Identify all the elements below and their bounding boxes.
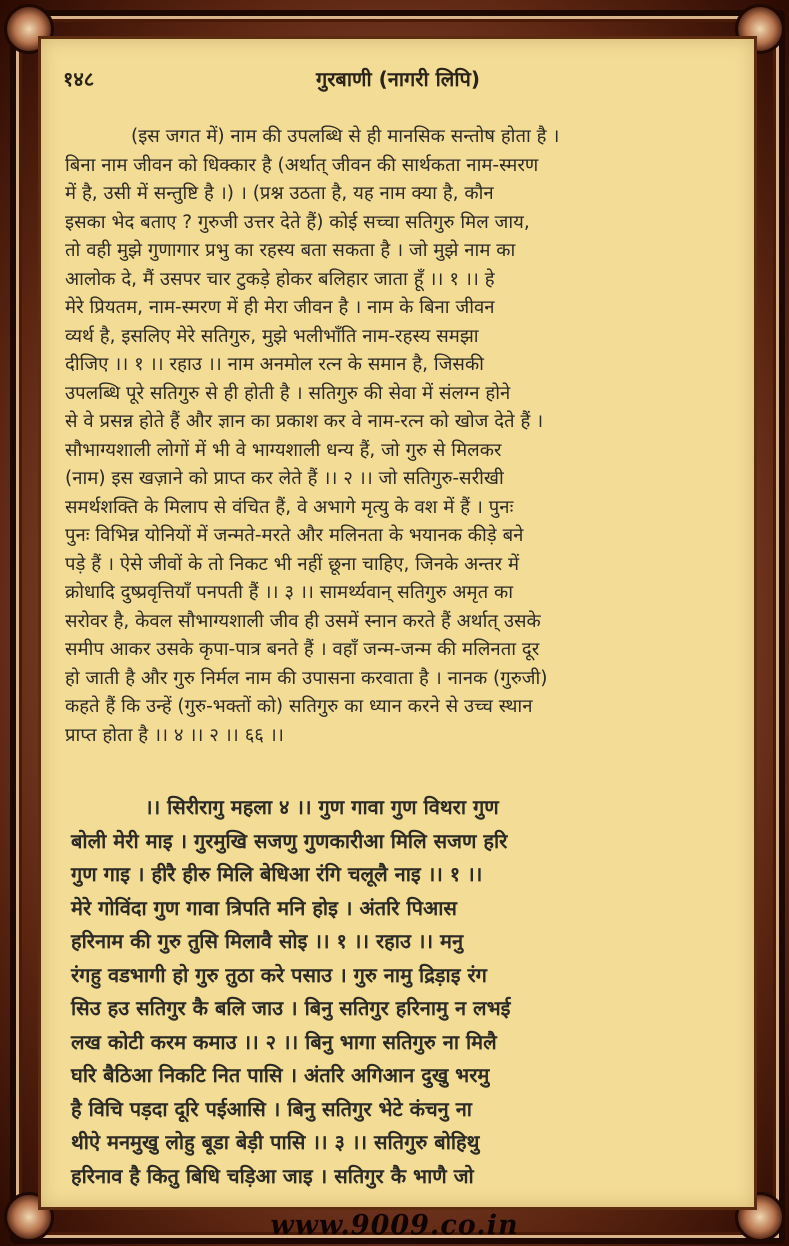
commentary-line: कहते हैं कि उन्हें (गुरु-भक्तों को) सतिगुरु का ध्यान करने से उच्च स्थान [65, 696, 533, 717]
commentary-line: मेरे प्रियतम, नाम-स्मरण में ही मेरा जीवन है । नाम के बिना जीवन [65, 297, 495, 318]
commentary-line: सौभाग्यशाली लोगों में भी वे भाग्यशाली धन्य हैं, जो गुरु से मिलकर [65, 439, 502, 461]
commentary-line: क्रोधादि दुष्प्रवृत्तियाँ पनपती हैं ।। ३ ।। सामर्थ्यवान् सतिगुरु अमृत का [65, 582, 514, 603]
scripture-page [38, 36, 757, 1210]
page-header [63, 65, 733, 97]
commentary-paragraph [65, 123, 731, 750]
commentary-line: (इस जगत में) नाम की उपलब्धि से ही मानसिक सन्तोष होता है । [131, 126, 560, 147]
verse-line: हरिनाम की गुरु तुसि मिलावै सोइ ।। १ ।। रहाउ ।। मनु [71, 929, 464, 953]
commentary-line: बिना नाम जीवन को धिक्कार है (अर्थात् जीवन की सार्थकता नाम-स्मरण [65, 154, 539, 176]
commentary-line: समर्थशक्ति के मिलाप से वंचित हैं, वे अभागे मृत्यु के वश में हैं । पुनः [65, 496, 514, 518]
verse-line: रंगहु वडभागी हो गुरु तुठा करे पसाउ । गुरु नामु द्रिड़ाइ रंग [71, 962, 487, 987]
commentary-line: तो वही मुझे गुणागार प्रभु का रहस्य बता सकता है । जो मुझे नाम का [65, 240, 516, 261]
commentary-line: पुनः विभिन्न योनियों में जन्मते-मरते और मलिनता के भयानक कीड़े बने [65, 525, 524, 546]
commentary-line: प्राप्त होता है ।। ४ ।। २ ।। ६६ ।। [65, 724, 284, 746]
commentary-line: पड़े हैं । ऐसे जीवों के तो निकट भी नहीं छूना चाहिए, जिनके अन्तर में [65, 553, 520, 575]
commentary-line: उपलब्धि पूरे सतिगुरु से ही होती है । सतिगुरु की सेवा में संलग्न होने [65, 382, 511, 404]
verse-line: सिउ हउ सतिगुर कै बलि जाउ । बिनु सतिगुर हरिनामु न लभई [71, 996, 511, 1020]
commentary-line: व्यर्थ है, इसलिए मेरे सतिगुरु, मुझे भलीभाँति नाम-रहस्य समझा [65, 325, 479, 347]
verse-line: गुण गाइ । हीरै हीरु मिलि बेधिआ रंगि चलूलै नाइ ।। १ ।। [71, 862, 483, 886]
commentary-line: सरोवर है, केवल सौभाग्यशाली जीव ही उसमें स्नान करते हैं अर्थात् उसके [65, 610, 541, 632]
commentary-line: से वे प्रसन्न होते हैं और ज्ञान का प्रकाश कर वे नाम-रत्न को खोज देते हैं । [65, 411, 544, 432]
verse-line: बोली मेरी माइ । गुरमुखि सजणु गुणकारीआ मिलि सजण हरि [71, 828, 508, 853]
page-number: १४८ [63, 67, 95, 91]
commentary-line: इसका भेद बताए ? गुरुजी उत्तर देते हैं) कोई सच्चा सतिगुरु मिल जाय, [65, 211, 530, 233]
running-title: गुरबाणी (नागरी लिपि) [315, 67, 481, 91]
verse-line: है विचि पड़दा दूरि पईआसि । बिनु सतिगुर भेटे कंचनु ना [71, 1096, 472, 1121]
verse-line: लख कोटी करम कमाउ ।। २ ।। बिनु भागा सतिगुरु ना मिलै [71, 1029, 497, 1054]
verse-line: हरिनाव है कितु बिधि चड़िआ जाइ । सतिगुर कै भाणै जो [71, 1163, 474, 1188]
commentary-line: समीप आकर उसके कृपा-पात्र बनते हैं । वहाँ जन्म-जन्म की मलिनता दूर [65, 639, 540, 660]
commentary-line: में है, उसी में सन्तुष्टि है ।) । (प्रश्न उठता है, यह नाम क्या है, कौन [65, 183, 494, 204]
website-watermark: www.9009.co.in [270, 1210, 519, 1241]
commentary-line: दीजिए ।। १ ।। रहाउ ।। नाम अनमोल रत्न के समान है, जिसकी [65, 354, 484, 375]
commentary-line: हो जाती है और गुरु निर्मल नाम की उपासना करवाता है । नानक (गुरुजी) [65, 667, 548, 689]
verse-line: ।। सिरीरागु महला ४ ।। गुण गावा गुण विथरा गुण [145, 795, 499, 819]
verse-paragraph [71, 791, 731, 1193]
commentary-line: आलोक दे, मैं उसपर चार टुकड़े होकर बलिहार जाता हूँ ।। १ ।। हे [65, 268, 495, 290]
verse-line: घरि बैठिआ निकटि नित पासि । अंतरि अगिआन दुखु भरमु [71, 1063, 490, 1087]
commentary-line: (नाम) इस खज़ाने को प्राप्त कर लेते हैं ।। २ ।। जो सतिगुरु-सरीखी [65, 468, 504, 489]
verse-line: थीऐ मनमुखु लोहु बूडा बेड़ी पासि ।। ३ ।। सतिगुरु बोहिथु [71, 1130, 480, 1154]
verse-line: मेरे गोविंदा गुण गावा त्रिपति मनि होइ । अंतरि पिआस [71, 895, 457, 920]
